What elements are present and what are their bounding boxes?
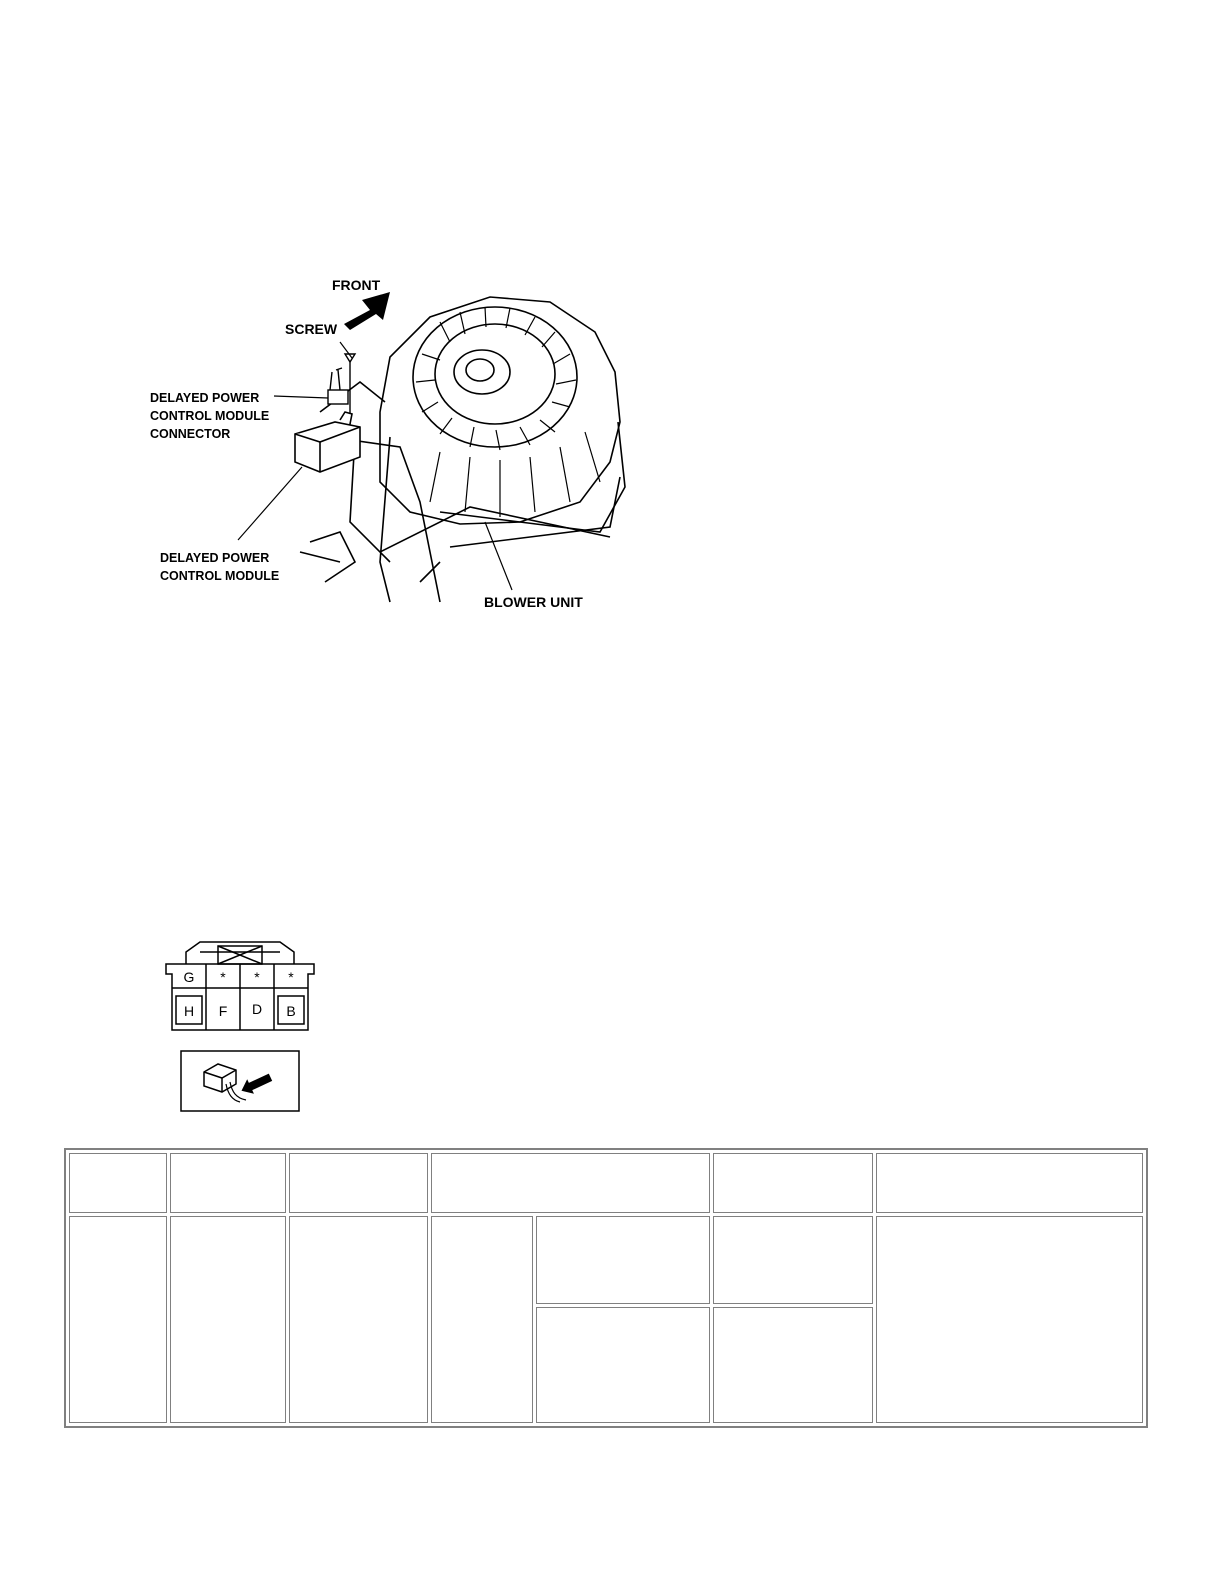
label-screw: SCREW	[285, 321, 338, 337]
table-cell	[713, 1307, 873, 1423]
pin-d: D	[251, 1001, 263, 1017]
header-cell	[876, 1153, 1143, 1213]
table-cell	[536, 1307, 710, 1423]
label-connector-line1: DELAYED POWER	[150, 391, 260, 405]
front-arrow-icon	[344, 292, 390, 330]
label-module-line1: DELAYED POWER	[160, 551, 270, 565]
blower-unit-illustration	[140, 262, 640, 622]
header-cell	[713, 1153, 873, 1213]
table-cell	[170, 1216, 286, 1423]
pin-h: H	[183, 1003, 195, 1019]
connector-pin-diagram	[160, 938, 320, 1038]
pin-star-2: *	[254, 969, 260, 985]
pin-star-1: *	[220, 969, 226, 985]
label-connector-line2: CONTROL MODULE	[150, 409, 270, 423]
label-connector-line3: CONNECTOR	[150, 427, 231, 441]
table-cell	[876, 1216, 1143, 1423]
pin-f: F	[218, 1003, 228, 1019]
table-row	[69, 1216, 1143, 1304]
pin-b: B	[286, 1003, 296, 1019]
table-cell	[69, 1216, 167, 1423]
header-cell	[431, 1153, 711, 1213]
table-cell	[431, 1216, 533, 1423]
specification-table	[64, 1148, 1148, 1428]
table-cell	[713, 1216, 873, 1304]
pin-star-3: *	[288, 969, 294, 985]
pin-g: G	[183, 969, 195, 985]
label-front: FRONT	[332, 277, 381, 293]
view-direction-arrow-icon	[238, 1070, 274, 1098]
connector-view-icon	[180, 1050, 300, 1112]
table-cell	[536, 1216, 710, 1304]
header-cell	[170, 1153, 286, 1213]
header-cell	[69, 1153, 167, 1213]
table-header-row	[69, 1153, 1143, 1213]
label-module-line2: CONTROL MODULE	[160, 569, 280, 583]
table-cell	[289, 1216, 427, 1423]
label-blower-unit: BLOWER UNIT	[484, 594, 583, 610]
header-cell	[289, 1153, 427, 1213]
